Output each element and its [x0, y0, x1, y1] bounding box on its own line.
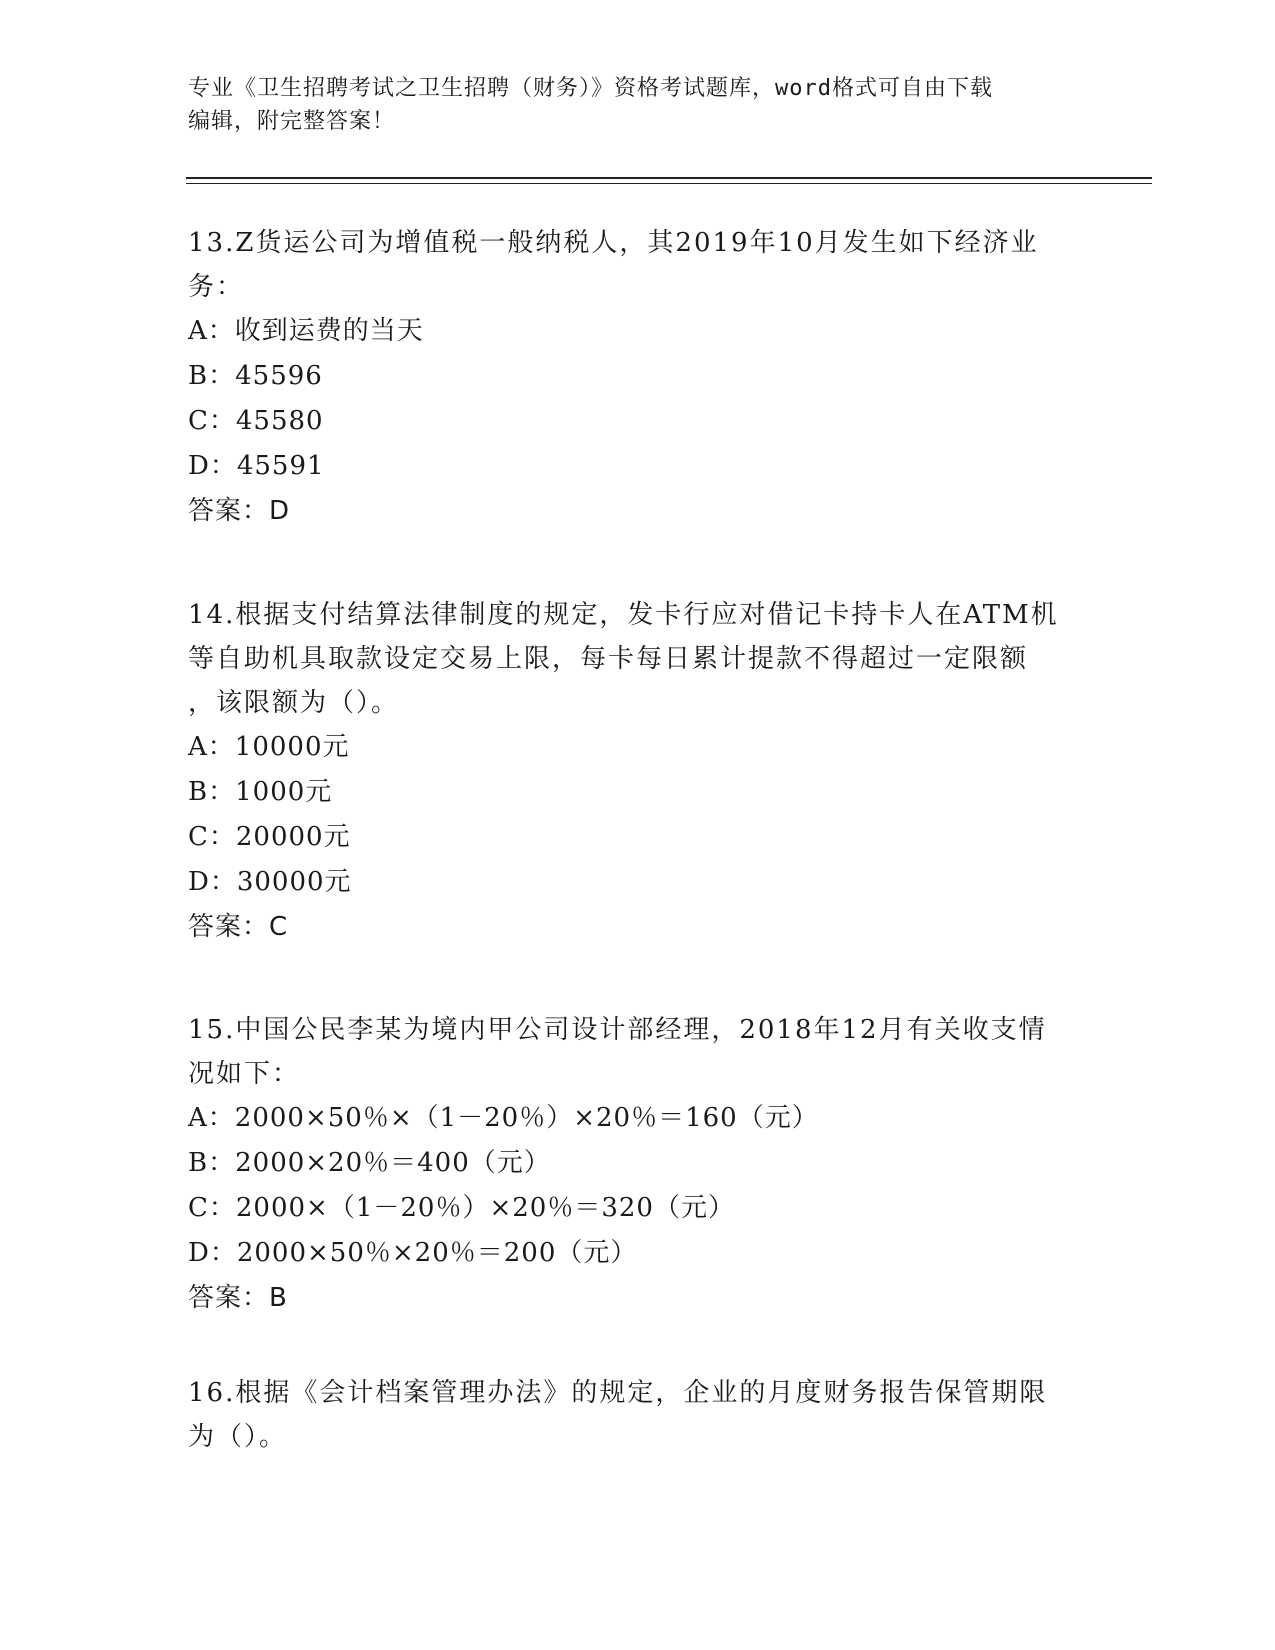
header-divider-thin	[186, 183, 1152, 184]
option-d: D：30000元	[188, 867, 352, 897]
question-stem	[188, 1371, 1088, 1459]
option-b: B：1000元	[188, 777, 333, 807]
question-stem-line: 为（）。	[188, 1422, 288, 1452]
question-stem	[188, 593, 1088, 725]
question-14	[188, 593, 1088, 950]
option-b: B：45596	[188, 361, 323, 391]
header-line: 编辑，附完整答案！	[188, 109, 396, 134]
answer-line: 答案：D	[188, 496, 291, 526]
question-stem	[188, 221, 1088, 309]
question-stem-line: 等自助机具取款设定交易上限，每卡每日累计提款不得超过一定限额	[188, 644, 1029, 674]
option-a: A：收到运费的当天	[188, 316, 424, 346]
question-stem-line: 务：	[188, 272, 245, 302]
option-d: D：45591	[188, 451, 325, 481]
option-c: C：20000元	[188, 822, 351, 852]
option-a: A：2000×50％×（1－20％）×20％＝160（元）	[188, 1103, 819, 1133]
option-a: A：10000元	[188, 732, 350, 762]
question-stem	[188, 1008, 1088, 1096]
question-stem-line: 13.Z货运公司为增值税一般纳税人，其2019年10月发生如下经济业	[188, 228, 1039, 258]
question-16	[188, 1371, 1088, 1459]
question-stem-line: 况如下：	[188, 1059, 301, 1089]
question-stem-line: 15.中国公民李某为境内甲公司设计部经理，2018年12月有关收支情	[188, 1015, 1047, 1045]
question-stem-line: 16.根据《会计档案管理办法》的规定，企业的月度财务报告保管期限	[188, 1378, 1048, 1408]
option-c: C：2000×（1－20％）×20％＝320（元）	[188, 1193, 735, 1223]
question-15	[188, 1008, 1088, 1321]
header-line: 专业《卫生招聘考试之卫生招聘（财务）》资格考试题库，word格式可自由下载	[188, 76, 993, 101]
question-13	[188, 221, 1088, 534]
header-divider	[186, 177, 1152, 179]
option-c: C：45580	[188, 406, 324, 436]
document-header	[188, 72, 1068, 138]
answer-line: 答案：B	[188, 1283, 288, 1313]
question-stem-line: 14.根据支付结算法律制度的规定，发卡行应对借记卡持卡人在ATM机	[188, 600, 1059, 630]
answer-line: 答案：C	[188, 912, 289, 942]
option-b: B：2000×20％＝400（元）	[188, 1148, 551, 1178]
question-stem-line: ，该限额为（）。	[188, 688, 400, 718]
option-d: D：2000×50％×20％＝200（元）	[188, 1238, 638, 1268]
